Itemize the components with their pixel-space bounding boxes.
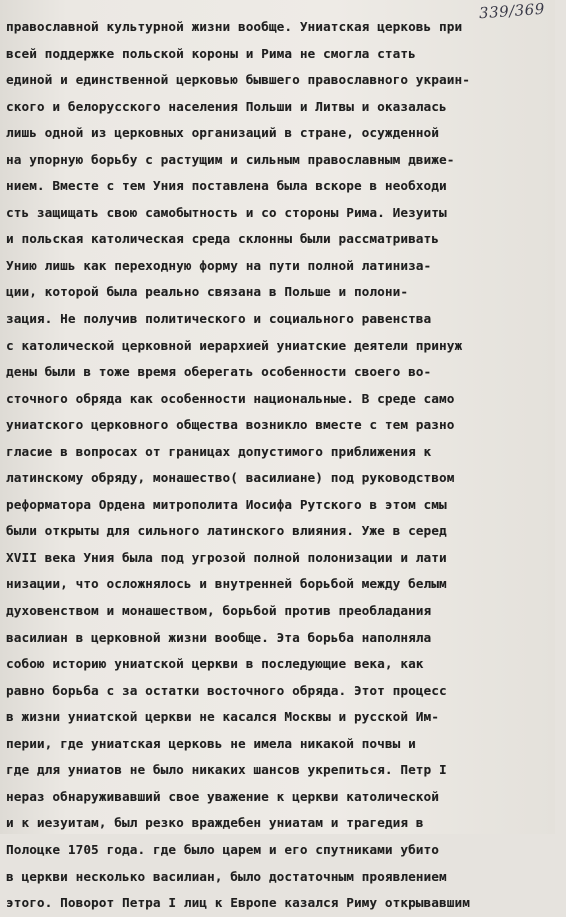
- text-line: сточного обряда как особенности национальные. В среде само: [6, 390, 455, 406]
- text-line: василиан в церковной жизни вообще. Эта борьба наполняла: [6, 629, 432, 645]
- page-body-text: [6, 14, 566, 917]
- text-line: перии, где униатская церковь не имела никакой почвы и: [6, 735, 416, 751]
- text-line: единой и единственной церковью бывшего православного украин-: [6, 72, 470, 88]
- text-line: в жизни униатской церкви не касался Москвы и русской Им-: [6, 709, 439, 725]
- text-line: этого. Поворот Петра I лиц к Европе казался Риму открывавшим: [6, 895, 470, 911]
- text-line: лишь одной из церковных организаций в стране, осужденной: [6, 125, 439, 141]
- text-line: равно борьба с за остатки восточного обряда. Этот процесс: [6, 682, 447, 698]
- text-line: ции, которой была реально связана в Польше и полони-: [6, 284, 409, 300]
- text-line: сть защищать свою самобытность и со стороны Рима. Иезуиты: [6, 204, 447, 220]
- text-line: духовенством и монашеством, борьбой против преобладания: [6, 603, 432, 619]
- text-line: на упорную борьбу с растущим и сильным православным движе-: [6, 151, 455, 167]
- text-line: Полоцке 1705 года. где было царем и его спутниками убито: [6, 841, 439, 857]
- text-line: гласие в вопросах от границах допустимого приближения к: [6, 443, 432, 459]
- text-line: ского и белорусского населения Польши и Литвы и оказалась: [6, 98, 447, 114]
- text-line: реформатора Ордена митрополита Иосифа Рутского в этом смы: [6, 496, 447, 512]
- text-line: нераз обнаруживавший свое уважение к церкви католической: [6, 788, 439, 804]
- folio-number: 339/369: [478, 0, 546, 23]
- text-line: всей поддержке польской короны и Рима не смогла стать: [6, 45, 416, 61]
- text-line: нием. Вместе с тем Уния поставлена была вскоре в необходи: [6, 178, 447, 194]
- text-line: Унию лишь как переходную форму на пути полной латиниза-: [6, 257, 432, 273]
- text-line: латинскому обряду, монашество( василиане) под руководством: [6, 470, 455, 486]
- text-line: в церкви несколько василиан, было достаточным проявлением: [6, 868, 447, 884]
- text-line: где для униатов не было никаких шансов укрепиться. Петр I: [6, 762, 447, 778]
- text-line: православной культурной жизни вообще. Униатская церковь при: [6, 19, 463, 34]
- text-line: и к иезуитам, был резко враждебен униатам и трагедия в: [6, 815, 424, 831]
- text-line: зация. Не получив политического и социального равенства: [6, 311, 432, 327]
- text-line: XVII века Уния была под угрозой полной полонизации и лати: [6, 549, 447, 565]
- text-line: низации, что осложнялось и внутренней борьбой между белым: [6, 576, 447, 592]
- text-line: и польская католическая среда склонны были рассматривать: [6, 231, 439, 247]
- text-line: униатского церковного общества возникло вместе с тем разно: [6, 417, 455, 433]
- text-line: были открыты для сильного латинского влияния. Уже в серед: [6, 523, 447, 539]
- text-line: собою историю униатской церкви в последующие века, как: [6, 656, 424, 672]
- text-line: дены были в тоже время оберегать особенности своего во-: [6, 364, 432, 380]
- text-line: с католической церковной иерархией униатские деятели принуж: [6, 337, 463, 353]
